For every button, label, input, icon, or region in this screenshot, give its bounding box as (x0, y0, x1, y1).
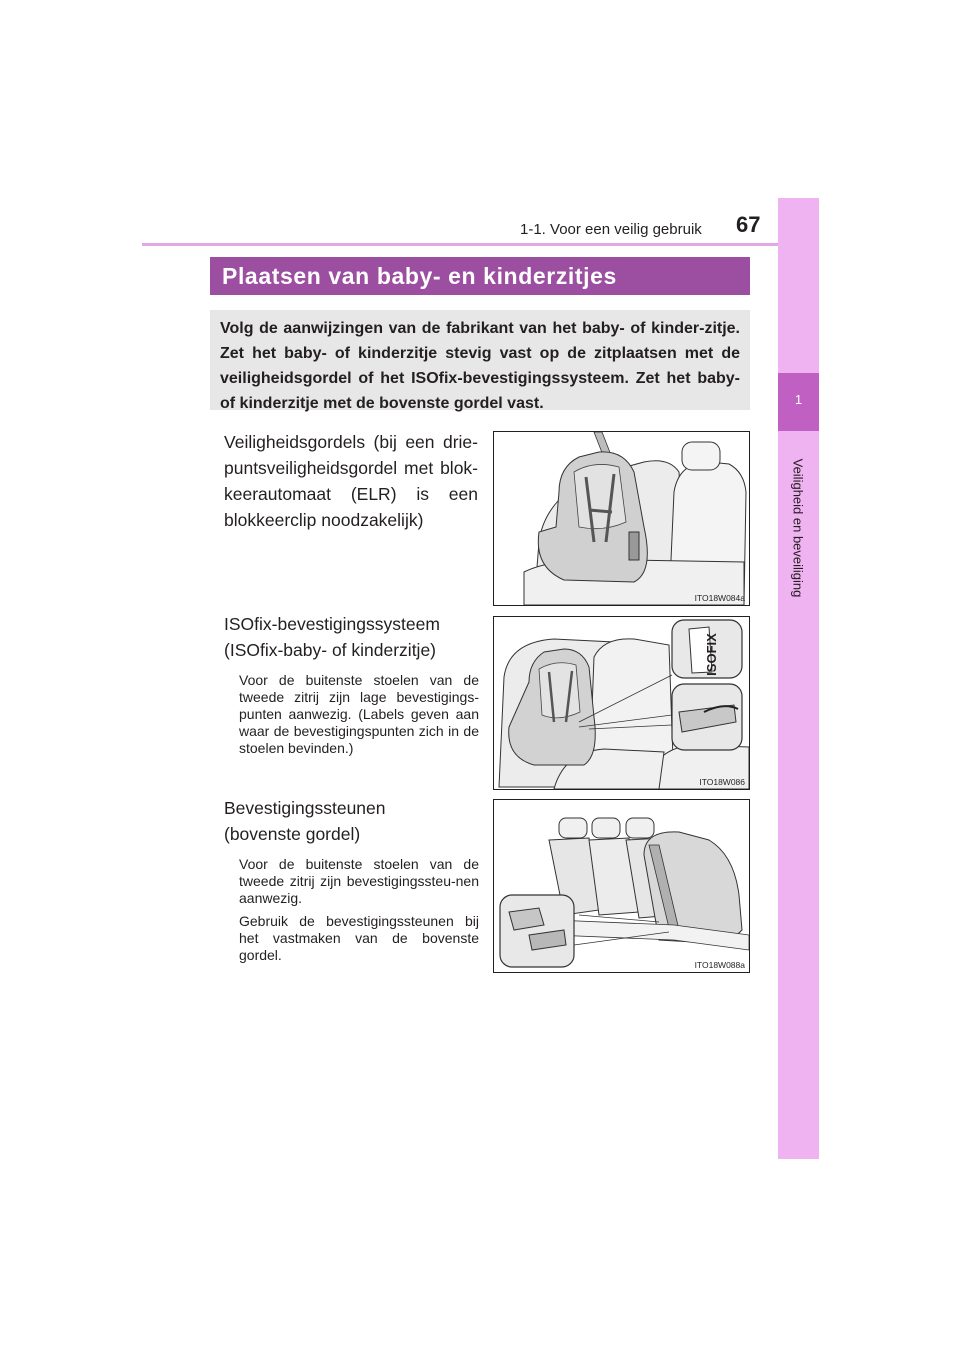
running-header: 1-1. Voor een veilig gebruik (520, 221, 702, 238)
item-seatbelt (224, 429, 478, 533)
figure-code: ITO18W084a (694, 593, 745, 603)
chapter-title: Veiligheid en beveiliging (790, 458, 806, 598)
item-top-tether (224, 795, 479, 964)
chapter-side-tab (778, 198, 819, 1159)
figure-code: ITO18W086 (699, 777, 745, 787)
item-heading-line1: ISOfix-bevestigingssysteem (224, 614, 440, 634)
intro-text: Volg de aanwijzingen van de fabrikant van het baby- of kinder-zitje. Zet het baby- of kinderzitje stevig vast op de zitplaatsen met de veiligheidsgordel of het ISOfix-bevestigingssysteem. Zet het baby- of kinderzitje met de bovenste gordel vast. (220, 320, 740, 412)
header-divider (142, 243, 819, 246)
childseat-seatbelt-drawing (494, 432, 749, 605)
item-note-2: Gebruik de bevestigingssteunen bij het vastmaken van de bovenste gordel. (239, 913, 479, 963)
intro-box (210, 310, 750, 410)
item-heading-line1: Bevestigingssteunen (224, 798, 386, 818)
item-isofix (224, 611, 479, 757)
item-heading-line2: (ISOfix-baby- of kinderzitje) (224, 640, 437, 660)
illustration-seatbelt-childseat (493, 431, 750, 606)
section-title: Plaatsen van baby- en kinderzitjes (222, 263, 617, 289)
page-number: 67 (736, 212, 761, 237)
item-heading-line2: (bovenste gordel) (224, 824, 361, 844)
item-note-1: Voor de buitenste stoelen van de tweede zitrij zijn bevestigingssteu-nen aanwezig. (239, 856, 479, 906)
isofix-label: ISOFIX (703, 633, 719, 676)
chapter-number: 1 (794, 392, 803, 407)
top-tether-drawing (494, 800, 749, 972)
figure-code: ITO18W088a (694, 960, 745, 970)
item-note: Voor de buitenste stoelen van de tweede zitrij zijn lage bevestigings-punten aanwezig. (Labels geven aan waar de bevestigingspunten zich in de stoelen bevinden.) (239, 672, 479, 756)
illustration-isofix (493, 616, 750, 790)
item-heading: Veiligheidsgordels (bij een drie-puntsveiligheidsgordel met blok-keerautomaat (ELR) is een blokkeerclip noodzakelijk) (224, 432, 478, 530)
illustration-top-tether (493, 799, 750, 973)
